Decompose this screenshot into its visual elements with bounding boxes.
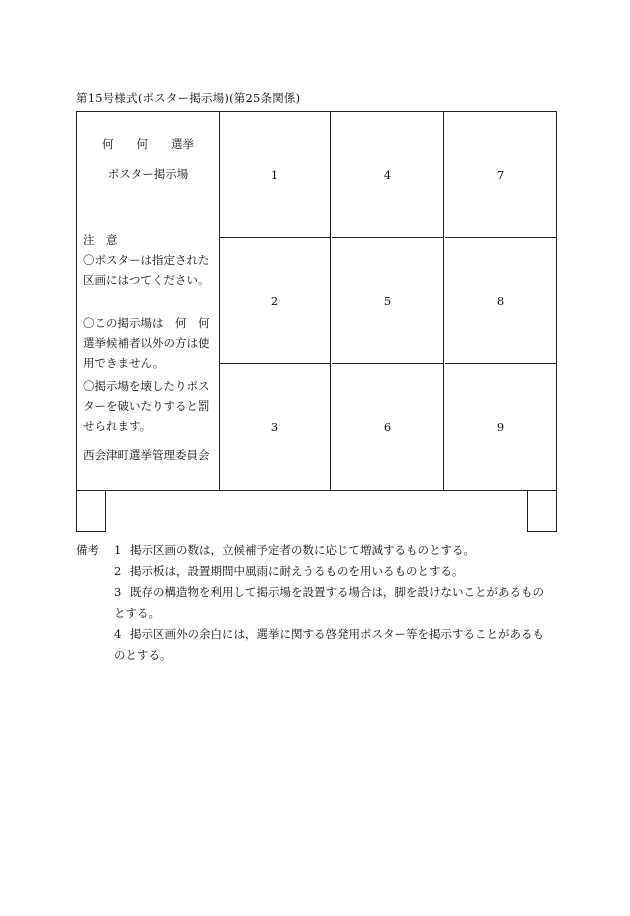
remark-number: 2 bbox=[114, 564, 122, 578]
poster-slot: 5 bbox=[332, 238, 444, 364]
board-info-panel bbox=[77, 112, 220, 490]
poster-slot: 4 bbox=[332, 112, 444, 238]
poster-slot: 2 bbox=[219, 238, 331, 364]
remarks-label: 備考 bbox=[76, 543, 99, 557]
remark-text: 既存の構造物を利用して掲示場を設置する場合は，脚を設けないことがあるものとする。 bbox=[114, 585, 544, 620]
poster-slot: 3 bbox=[219, 364, 331, 490]
remark-item bbox=[114, 561, 554, 582]
committee-name: 西会津町選挙管理委員会 bbox=[83, 448, 210, 462]
notice-title: 注 意 bbox=[83, 233, 118, 247]
remark-text: 掲示板は，設置期間中風雨に耐えうるものを用いるものとする。 bbox=[130, 564, 464, 578]
poster-slot: 8 bbox=[445, 238, 556, 364]
board-leg-right bbox=[527, 490, 557, 532]
remark-item bbox=[114, 540, 554, 561]
poster-board-heading: ポスター掲示場 bbox=[107, 167, 189, 181]
form-title: 第15号様式(ポスター掲示場)(第25条関係) bbox=[76, 91, 301, 105]
poster-slot: 1 bbox=[219, 112, 331, 238]
remark-number: 4 bbox=[114, 627, 122, 641]
remark-text: 掲示区画外の余白には，選挙に関する啓発用ポスター等を掲示することがあるものとする。 bbox=[114, 627, 544, 662]
poster-slot: 6 bbox=[332, 364, 444, 490]
poster-board bbox=[76, 111, 557, 491]
remark-item bbox=[114, 582, 554, 624]
notice-item: 〇掲示場を壊したりポスターを破いたりすると罰せられます。 bbox=[83, 379, 210, 433]
remark-item bbox=[114, 624, 554, 666]
notice-item: 〇ポスターは指定された区画にはつてください。 bbox=[83, 253, 210, 287]
remark-text: 掲示区画の数は，立候補予定者の数に応じて増減するものとする。 bbox=[130, 543, 475, 557]
remark-number: 3 bbox=[114, 585, 122, 599]
election-name-heading: 何 何 選挙 bbox=[102, 137, 194, 151]
notice-item: 〇この掲示場は 何 何選挙候補者以外の方は使用できません。 bbox=[83, 316, 210, 370]
poster-slot: 7 bbox=[445, 112, 556, 238]
board-leg-left bbox=[76, 490, 106, 532]
remark-number: 1 bbox=[114, 543, 122, 557]
poster-slot: 9 bbox=[496, 420, 505, 434]
